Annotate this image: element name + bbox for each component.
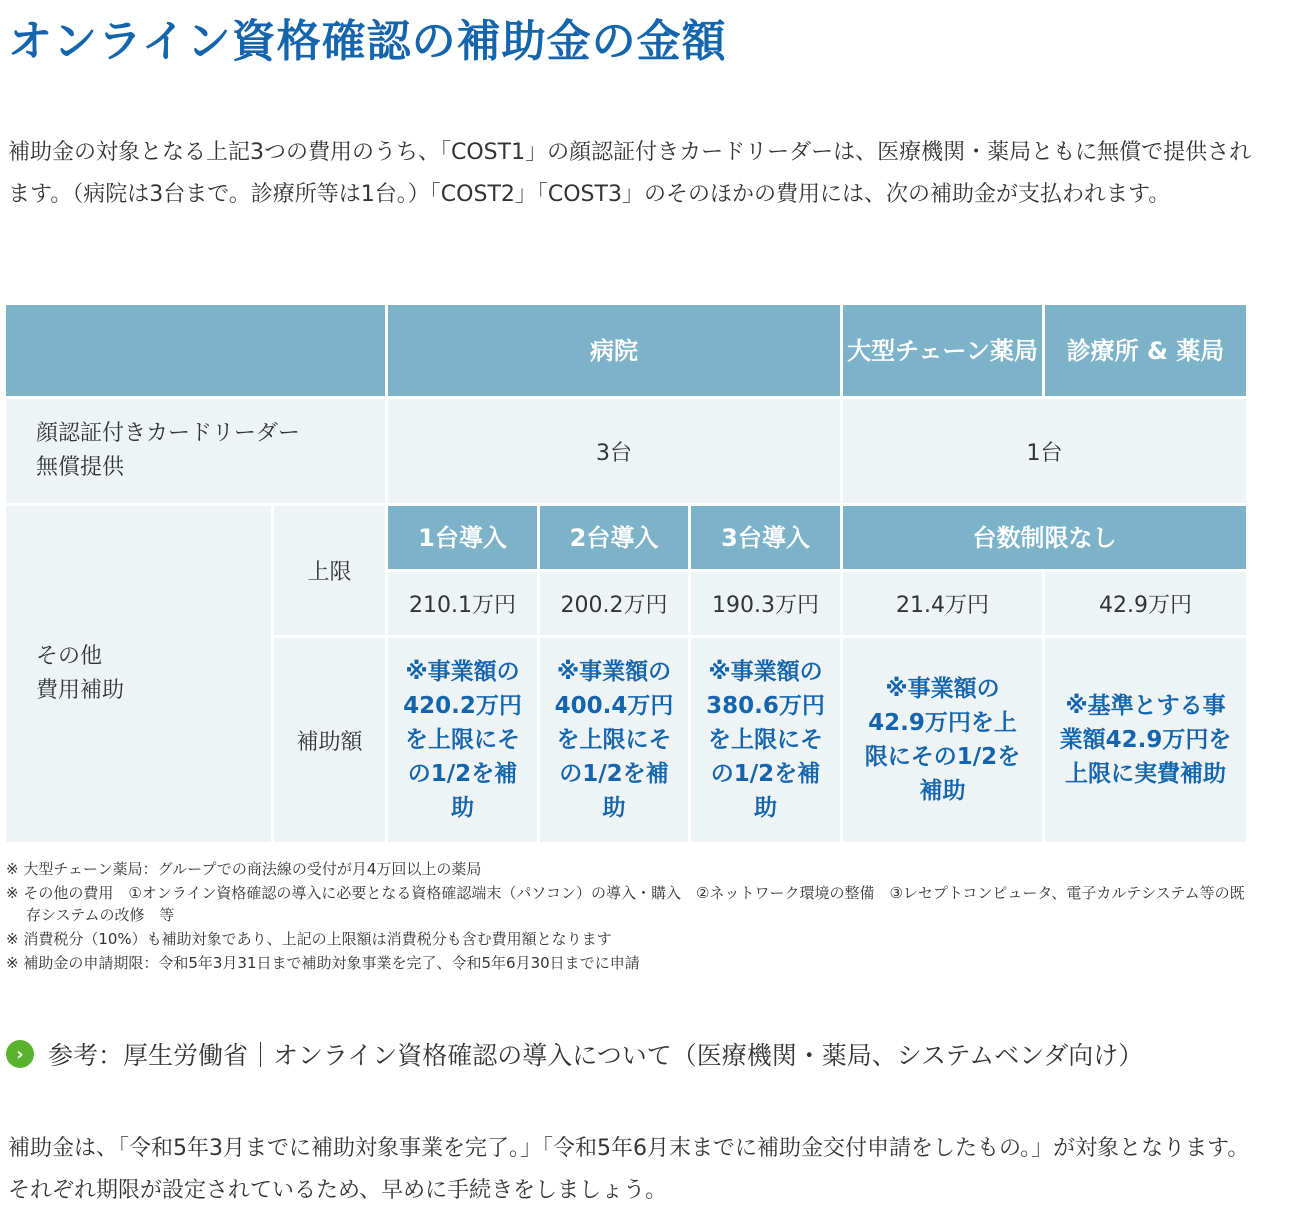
- reader-other-count: 1台: [843, 399, 1246, 503]
- intro-paragraph: 補助金の対象となる上記3つの費用のうち、「COST1」の顔認証付きカードリーダーは、医療機関・薬局ともに無償で提供されます。（病院は3台まで。診療所等は1台。）「COST2」「COST3」のそのほかの費用には、次の補助金が支払われます。: [8, 140, 1252, 207]
- notes-list: [6, 858, 1246, 976]
- amount-chain-pharmacy: ※事業額の42.9万円を上限にその1/2を補助: [843, 638, 1042, 842]
- note-item: ※ 消費税分（10%）も補助対象であり、上記の上限額は消費税分も含む費用額となります: [6, 930, 612, 948]
- note-item: ※ 大型チェーン薬局：グループでの商法線の受付が月4万回以上の薬局: [6, 860, 482, 878]
- reference-link[interactable]: [6, 1036, 1143, 1072]
- other-cost-label-line2: 費用補助: [36, 678, 125, 703]
- limit-chain-pharmacy: 21.4万円: [843, 572, 1042, 635]
- other-cost-label: [6, 506, 271, 842]
- amount-3-units: ※事業額の380.6万円を上限にその1/2を補助: [691, 638, 840, 842]
- subheader-2-units: 2台導入: [540, 506, 688, 569]
- amount-1-unit: ※事業額の420.2万円を上限にその1/2を補助: [388, 638, 537, 842]
- subheader-unlimited: 台数制限なし: [843, 506, 1246, 569]
- header-hospital: 病院: [388, 305, 840, 396]
- subsidy-table: [3, 302, 1249, 845]
- other-cost-label-line1: その他: [36, 644, 103, 669]
- amount-clinic-pharmacy: ※基準とする事業額42.9万円を上限に実費補助: [1045, 638, 1246, 842]
- amount-2-units: ※事業額の400.4万円を上限にその1/2を補助: [540, 638, 688, 842]
- limit-2-units: 200.2万円: [540, 572, 688, 635]
- amount-label: 補助額: [274, 638, 385, 842]
- reader-label-line2: 無償提供: [36, 455, 125, 480]
- header-chain-pharmacy: 大型チェーン薬局: [843, 305, 1042, 396]
- subheader-3-units: 3台導入: [691, 506, 840, 569]
- reader-hospital-count: 3台: [388, 399, 840, 503]
- note-item: ※ 補助金の申請期限：令和5年3月31日まで補助対象事業を完了、令和5年6月30日までに申請: [6, 954, 640, 972]
- closing-paragraph: 補助金は、「令和5年3月までに補助対象事業を完了。」「令和5年6月末までに補助金交付申請をしたもの。」が対象となります。それぞれ期限が設定されているため、早めに手続きをしましょう。: [8, 1136, 1250, 1203]
- reference-link-text: 参考：厚生労働省｜オンライン資格確認の導入について（医療機関・薬局、システムベンダ向け）: [48, 1041, 1144, 1070]
- limit-3-units: 190.3万円: [691, 572, 840, 635]
- limit-1-unit: 210.1万円: [388, 572, 537, 635]
- note-item: ※ その他の費用 ①オンライン資格確認の導入に必要となる資格確認端末（パソコン）の導入・購入 ②ネットワーク環境の整備 ③レセプトコンピュータ、電子カルテシステム等の既存システムの改修 等: [6, 884, 1245, 924]
- limit-label: 上限: [274, 506, 385, 635]
- page-title: オンライン資格確認の補助金の金額: [8, 16, 727, 67]
- limit-clinic-pharmacy: 42.9万円: [1045, 572, 1246, 635]
- chevron-right-icon: ›: [6, 1040, 34, 1068]
- reader-row-label: [6, 399, 385, 503]
- reader-label-line1: 顔認証付きカードリーダー: [36, 421, 301, 446]
- header-clinic-pharmacy: 診療所 & 薬局: [1045, 305, 1246, 396]
- subheader-1-unit: 1台導入: [388, 506, 537, 569]
- header-empty-cell: [6, 305, 385, 396]
